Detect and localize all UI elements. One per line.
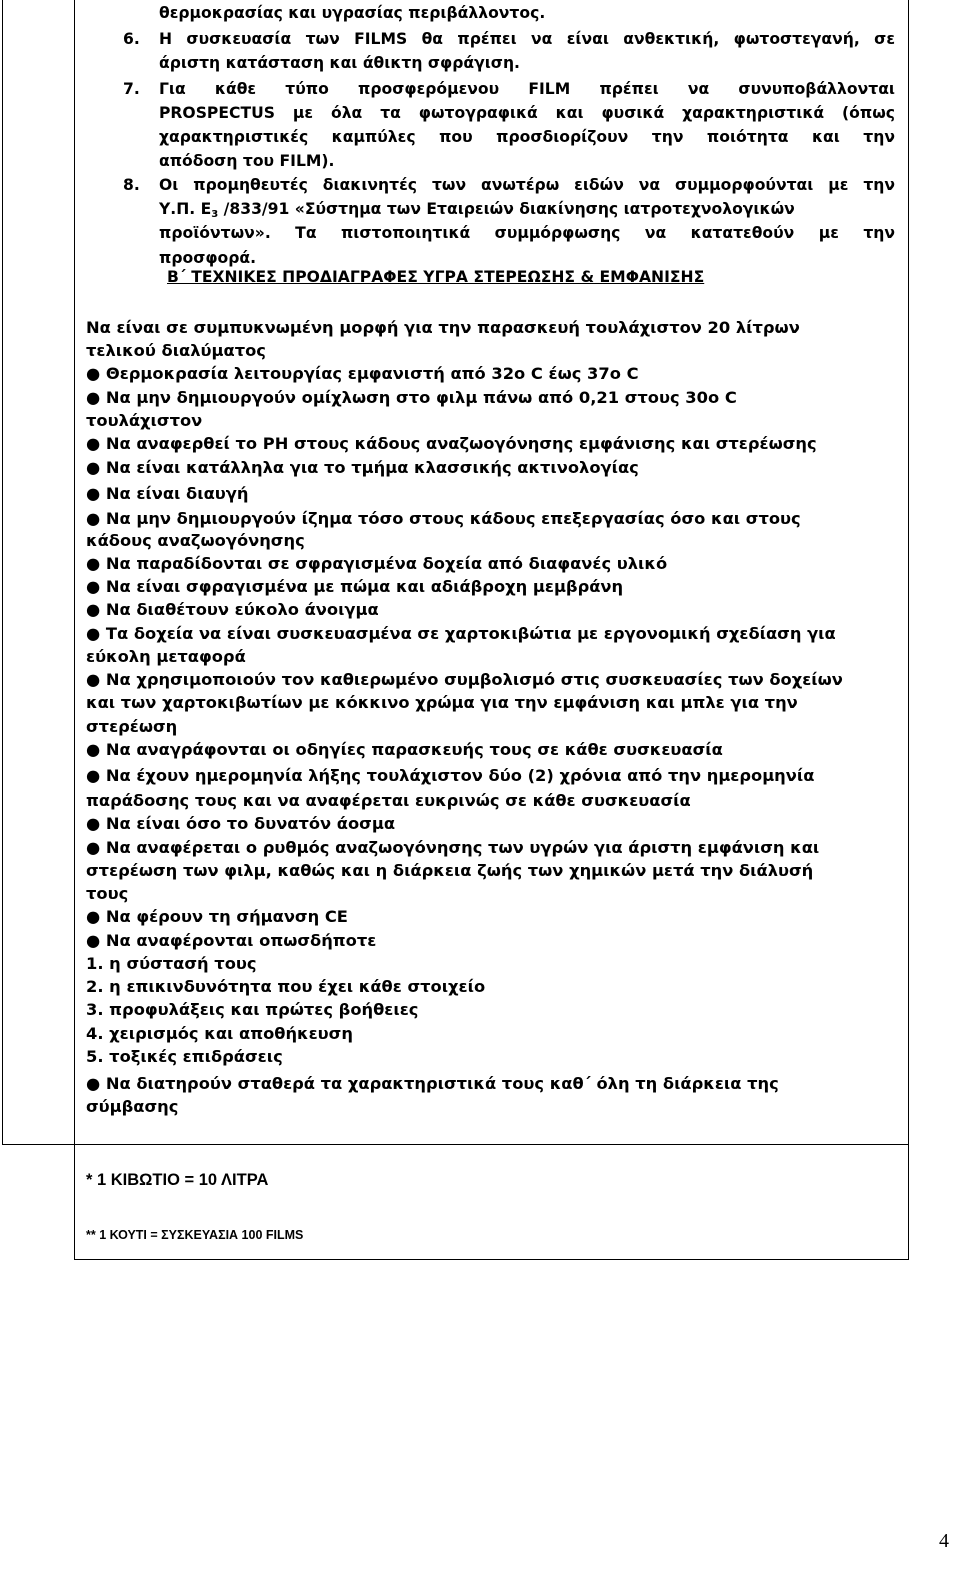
list-item-text: άριστη κατάσταση και άθικτη σφράγιση.: [159, 54, 520, 72]
spec-line: ● Να αναφέρονται οπωσδήποτε: [86, 931, 377, 950]
spec-line: σύμβασης: [86, 1097, 179, 1116]
spec-line: ● Θερμοκρασία λειτουργίας εμφανιστή από 32ο C έως 37ο C: [86, 364, 639, 383]
spec-line: στερέωση των φιλμ, καθώς και η διάρκεια ζωής των χημικών μετά την διάλυσή: [86, 861, 814, 880]
list-item-text: χαρακτηριστικές καμπύλες που προσδιορίζουν την ποιότητα και την: [159, 128, 895, 146]
spec-line: ● Να μην δημιουργούν ίζημα τόσο στους κάδους επεξεργασίας όσο και στους: [86, 509, 801, 528]
spec-line: ● Να είναι σφραγισμένα με πώμα και αδιάβροχη μεμβράνη: [86, 577, 624, 596]
table-left-border: [2, 0, 3, 1145]
spec-line: τουλάχιστον: [86, 411, 203, 430]
spec-line: ● Να μην δημιουργούν ομίχλωση στο φιλμ πάνω από 0,21 στους 30ο C: [86, 388, 737, 407]
spec-line: ● Να διαθέτουν εύκολο άνοιγμα: [86, 600, 379, 619]
spec-line: ● Να είναι όσο το δυνατόν άοσμα: [86, 814, 396, 833]
spec-line: ● Να χρησιμοποιούν τον καθιερωμένο συμβολισμό στις συσκευασίες των δοχείων: [86, 670, 843, 689]
list-item-text: PROSPECTUS με όλα τα φωτογραφικά και φυσικά χαρακτηριστικά (όπως: [159, 104, 895, 122]
spec-line: 5. τοξικές επιδράσεις: [86, 1047, 283, 1066]
list-item-text: απόδοση του FILM).: [159, 152, 335, 170]
spec-line: εύκολη μεταφορά: [86, 647, 246, 666]
table-column-divider: [74, 0, 75, 1260]
spec-line: ● Να είναι διαυγή: [86, 484, 249, 503]
spec-line: ● Να φέρουν τη σήμανση CE: [86, 907, 348, 926]
list-item-text: Οι προμηθευτές διακινητές των ανωτέρω ειδών να συμμορφούνται με την: [159, 176, 895, 194]
page-number: 4: [939, 1530, 949, 1552]
list-item-text: Η συσκευασία των FILMS θα πρέπει να είναι ανθεκτική, φωτοστεγανή, σε: [159, 30, 895, 48]
spec-line: 3. προφυλάξεις και πρώτες βοήθειες: [86, 1000, 419, 1019]
section-heading: Β΄ ΤΕΧΝΙΚΕΣ ΠΡΟΔΙΑΓΡΑΦΕΣ ΥΓΡΑ ΣΤΕΡΕΩΣΗΣ & ΕΜΦΑΝΙΣΗΣ: [167, 268, 705, 286]
table-right-border: [908, 0, 909, 1260]
table-bottom-border: [74, 1259, 909, 1260]
spec-line: 2. η επικινδυνότητα που έχει κάθε στοιχείο: [86, 977, 486, 996]
spec-line: στερέωση: [86, 717, 178, 736]
spec-line: ● Τα δοχεία να είναι συσκευασμένα σε χαρτοκιβώτια με εργονομική σχεδίαση για: [86, 624, 836, 643]
spec-line: Να είναι σε συμπυκνωμένη μορφή για την παρασκευή τουλάχιστον 20 λίτρων: [86, 318, 800, 337]
list-item-text: Για κάθε τύπο προσφερόμενου FILM πρέπει να συνυποβάλλονται: [159, 80, 895, 98]
spec-line: και των χαρτοκιβωτίων με κόκκινο χρώμα για την εμφάνιση και μπλε για την: [86, 693, 798, 712]
spec-line: ● Να παραδίδονται σε σφραγισμένα δοχεία από διαφανές υλικό: [86, 554, 668, 573]
spec-line: ● Να αναφερθεί το PH στους κάδους αναζωογόνησης εμφάνισης και στερέωσης: [86, 434, 817, 453]
pack-quantity-note: ** 1 ΚΟΥΤΙ = ΣΥΣΚΕΥΑΣΙΑ 100 FILMS: [86, 1228, 304, 1242]
spec-line: παράδοσης τους και να αναφέρεται ευκρινώς σε κάθε συσκευασία: [86, 791, 691, 810]
list-item-text: προσφορά.: [159, 249, 257, 267]
spec-line: ● Να αναφέρεται ο ρυθμός αναζωογόνησης των υγρών για άριστη εμφάνιση και: [86, 838, 820, 857]
spec-line: τους: [86, 884, 129, 903]
list-item-number: 8.: [123, 176, 140, 194]
spec-line: ● Να έχουν ημερομηνία λήξης τουλάχιστον δύο (2) χρόνια από την ημερομηνία: [86, 766, 815, 785]
list-item-text: Υ.Π. $E_3$ /833/91 «Σύστημα των Εταιρειών διακίνησης ιατροτεχνολογικών: [159, 200, 795, 220]
list-item-text: προϊόντων». Τα πιστοποιητικά συμμόρφωσης να κατατεθούν με την: [159, 224, 895, 242]
spec-line: τελικού διαλύματος: [86, 341, 266, 360]
box-volume-note: * 1 ΚΙΒΩΤΙΟ = 10 ΛΙΤΡΑ: [86, 1171, 269, 1189]
list-item-number: 7.: [123, 80, 140, 98]
spec-line: ● Να είναι κατάλληλα για το τμήμα κλασσικής ακτινολογίας: [86, 458, 639, 477]
spec-line: 4. χειρισμός και αποθήκευση: [86, 1024, 353, 1043]
list-item-number: 6.: [123, 30, 140, 48]
spec-line: ● Να διατηρούν σταθερά τα χαρακτηριστικά τους καθ΄ όλη τη διάρκεια της: [86, 1074, 779, 1093]
spec-line: ● Να αναγράφονται οι οδηγίες παρασκευής τους σε κάθε συσκευασία: [86, 740, 723, 759]
spec-line: 1. η σύστασή τους: [86, 954, 257, 973]
table-row-divider: [2, 1144, 909, 1145]
spec-line: κάδους αναζωογόνησης: [86, 531, 305, 550]
list-item-continuation: θερμοκρασίας και υγρασίας περιβάλλοντος.: [159, 4, 546, 22]
